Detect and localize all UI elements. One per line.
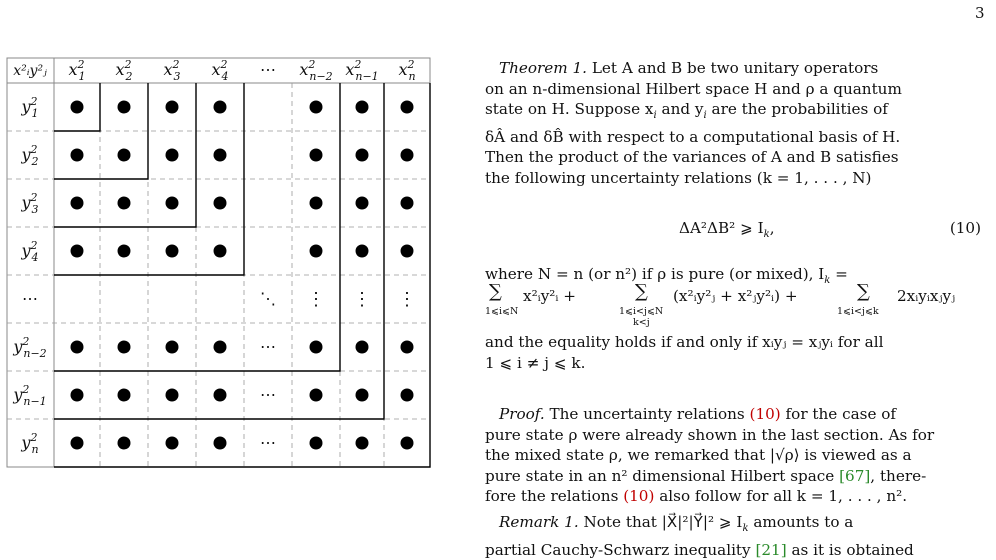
matrix-dot xyxy=(166,197,179,210)
matrix-dot xyxy=(166,245,179,258)
proof-line4b: , there- xyxy=(870,466,927,485)
matrix-dot xyxy=(356,101,369,114)
equation-body: ΔA²ΔB² ⩾ I xyxy=(679,219,764,237)
theorem-line3c: are the probabilities of xyxy=(706,100,888,118)
matrix-dot xyxy=(356,389,369,402)
matrix-dot xyxy=(310,149,323,162)
figure-frame xyxy=(7,58,430,467)
theorem-line2: on an n-dimensional Hilbert space H and ρ a quantum xyxy=(485,79,902,98)
where-paragraph-cont xyxy=(485,332,981,373)
row-label: $y^2$ 1 xyxy=(21,95,39,120)
proof-label: Proof. xyxy=(499,405,545,423)
matrix-dot xyxy=(310,437,323,450)
proof-paragraph xyxy=(485,404,981,507)
matrix-dot xyxy=(310,245,323,258)
theorem-line6: the following uncertainty relations (k = 1, . . . , N) xyxy=(485,168,872,187)
matrix-dot xyxy=(356,341,369,354)
matrix-dot xyxy=(166,437,179,450)
remark-line2b: as it is obtained xyxy=(786,540,914,559)
matrix-dot xyxy=(214,389,227,402)
sum2-range: 1⩽i<j⩽N xyxy=(619,306,664,317)
sum3-term: 2xᵢyᵢxⱼyⱼ xyxy=(897,287,956,305)
proof-line4a: pure state in an n² dimensional Hilbert space xyxy=(485,466,840,485)
matrix-dot xyxy=(214,341,227,354)
matrix-dot xyxy=(214,149,227,162)
column-label: $x^2$ n−1 xyxy=(345,58,379,83)
column-label: $x^2$ 2 xyxy=(115,58,133,83)
matrix-dot xyxy=(118,149,131,162)
matrix-dot xyxy=(71,149,84,162)
remark-ref-21[interactable]: [21] xyxy=(755,540,787,559)
matrix-dot xyxy=(401,101,414,114)
matrix-dot xyxy=(401,341,414,354)
matrix-dot xyxy=(214,101,227,114)
matrix-dot xyxy=(118,197,131,210)
matrix-dot xyxy=(118,389,131,402)
sum2-term: (x²ᵢy²ⱼ + x²ⱼy²ᵢ) + xyxy=(673,287,798,305)
proof-line3: the mixed state ρ, we remarked that |√ρ⟩ is viewed as a xyxy=(485,446,912,464)
where-paragraph: where N = n (or n²) if ρ is pure (or mixed), $I_k$ = xyxy=(485,265,848,287)
proof-ref-10b[interactable]: (10) xyxy=(623,487,655,505)
theorem-line5: Then the product of the variances of A and B satisfies xyxy=(485,148,899,167)
proof-line1b: for the case of xyxy=(780,405,897,423)
matrix-dot xyxy=(310,341,323,354)
remark-line1: Note that |X⃗|²|Y⃗|² ⩾ I xyxy=(583,513,743,531)
matrix-dot xyxy=(214,245,227,258)
corner-label: x²ᵢy²ⱼ xyxy=(13,63,47,79)
column-label: $x^2$ 3 xyxy=(163,58,181,83)
matrix-dot xyxy=(310,197,323,210)
row-label: $y^2$ n−2 xyxy=(13,335,47,360)
row-label: $y^2$ n−1 xyxy=(13,383,47,408)
matrix-dot xyxy=(71,437,84,450)
page-number: 3 xyxy=(975,4,985,22)
theorem-label: Theorem 1. xyxy=(499,59,588,77)
equation-tail: , xyxy=(769,219,775,237)
proof-line5a: fore the relations xyxy=(485,487,624,505)
theorem-line3b: and y xyxy=(656,100,704,118)
matrix-dot xyxy=(166,149,179,162)
sum1-term: x²ᵢy²ᵢ + xyxy=(523,287,576,305)
column-label: $x^2$ 4 xyxy=(211,58,229,83)
matrix-dot xyxy=(71,389,84,402)
vdots-mark: ⋮ xyxy=(353,289,371,310)
sum3-range: 1⩽i<j⩽k xyxy=(837,306,879,317)
where-line1: where N = n (or n²) if ρ is pure (or mixed), I xyxy=(485,265,825,283)
equation-number: (10) xyxy=(949,219,981,237)
theorem-line3: state on H. Suppose x xyxy=(485,100,654,118)
proof-line5b: also follow for all k = 1, . . . , n². xyxy=(654,487,908,505)
proof-ref-10[interactable]: (10) xyxy=(749,405,781,423)
column-label: $x^2$ 1 xyxy=(68,58,86,83)
hdots-mark: ⋯ xyxy=(260,337,276,356)
matrix-dot xyxy=(310,101,323,114)
hdots-mark: ⋯ xyxy=(260,433,276,452)
where-line4: 1 ⩽ i ≠ j ⩽ k. xyxy=(485,353,586,372)
column-label: ⋯ xyxy=(260,60,276,79)
column-label: $x^2$ n−2 xyxy=(299,58,333,83)
matrix-dot xyxy=(401,197,414,210)
proof-ref-67[interactable]: [67] xyxy=(839,466,871,485)
equation-subscript: k xyxy=(763,229,770,241)
matrix-dot xyxy=(401,245,414,258)
matrix-dot xyxy=(118,101,131,114)
dot-matrix-svg xyxy=(0,0,460,558)
proof-line2: pure state ρ were already shown in the last section. As for xyxy=(485,425,935,444)
matrix-dot xyxy=(356,245,369,258)
vdots-mark: ⋮ xyxy=(398,289,416,310)
ddots-mark: ⋱ xyxy=(260,289,276,308)
matrix-dot xyxy=(401,389,414,402)
matrix-dot xyxy=(166,341,179,354)
vdots-mark: ⋮ xyxy=(307,289,325,310)
matrix-dot xyxy=(214,197,227,210)
matrix-dot xyxy=(310,389,323,402)
row-label: $y^2$ 4 xyxy=(21,239,39,264)
sum1-range: 1⩽i⩽N xyxy=(485,306,519,317)
theorem-paragraph: Theorem 1. Let A and B be two unitary operators on an n-dimensional Hilbert space H and ρ a quantum state on H. Suppose $x_i$ and $y_i$ are the probabilities of δÂ and δB̂ with respect to a computational basis of H. Then the product of the variances of A and B satisfies the following uncertainty relations (k = 1, . . . , N) xyxy=(485,58,981,188)
dot-matrix-figure xyxy=(0,0,460,558)
matrix-dot xyxy=(214,437,227,450)
matrix-dot xyxy=(118,341,131,354)
theorem-line4: δÂ and δB̂ with respect to a computational basis of H. xyxy=(485,127,901,146)
matrix-dot xyxy=(356,437,369,450)
matrix-dot xyxy=(166,389,179,402)
matrix-dot xyxy=(356,197,369,210)
matrix-dot xyxy=(71,341,84,354)
where-line1-tail: = xyxy=(830,265,848,283)
remark-line1-tail: amounts to a xyxy=(748,513,854,531)
row-label: $y^2$ 3 xyxy=(21,191,39,216)
matrix-dot xyxy=(118,245,131,258)
matrix-dot xyxy=(71,197,84,210)
row-label: $y^2$ 2 xyxy=(21,143,39,168)
matrix-dot xyxy=(71,245,84,258)
matrix-dot xyxy=(118,437,131,450)
sum2-range2: k<j xyxy=(633,317,650,328)
column-label: $x^2$ n xyxy=(398,58,416,83)
remark-line2a: partial Cauchy-Schwarz inequality xyxy=(485,540,756,559)
proof-line1a: The uncertainty relations xyxy=(549,405,750,423)
matrix-dot xyxy=(71,101,84,114)
remark-label: Remark 1. xyxy=(499,513,579,531)
remark-paragraph: Remark 1. Note that |X⃗|²|Y⃗|² ⩾ $I_k$ amounts to a partial Cauchy-Schwarz inequality [21] as it is obtained xyxy=(485,513,914,559)
row-label: $y^2$ n xyxy=(21,431,39,456)
row-label: ⋯ xyxy=(22,289,38,308)
sums-line: ∑ 1⩽i⩽N x²ᵢy²ᵢ + ∑ 1⩽i<j⩽N k<j (x²ᵢy²ⱼ + x²ⱼy²ᵢ) + ∑ 1⩽i<j⩽k 2xᵢyᵢxⱼyⱼ xyxy=(485,286,981,330)
matrix-dot xyxy=(401,437,414,450)
theorem-line1: Let A and B be two unitary operators xyxy=(591,59,879,77)
matrix-dot xyxy=(401,149,414,162)
matrix-dot xyxy=(166,101,179,114)
hdots-mark: ⋯ xyxy=(260,385,276,404)
matrix-dot xyxy=(356,149,369,162)
where-line3: and the equality holds if and only if xᵢyⱼ = xⱼyᵢ for all xyxy=(485,333,884,351)
